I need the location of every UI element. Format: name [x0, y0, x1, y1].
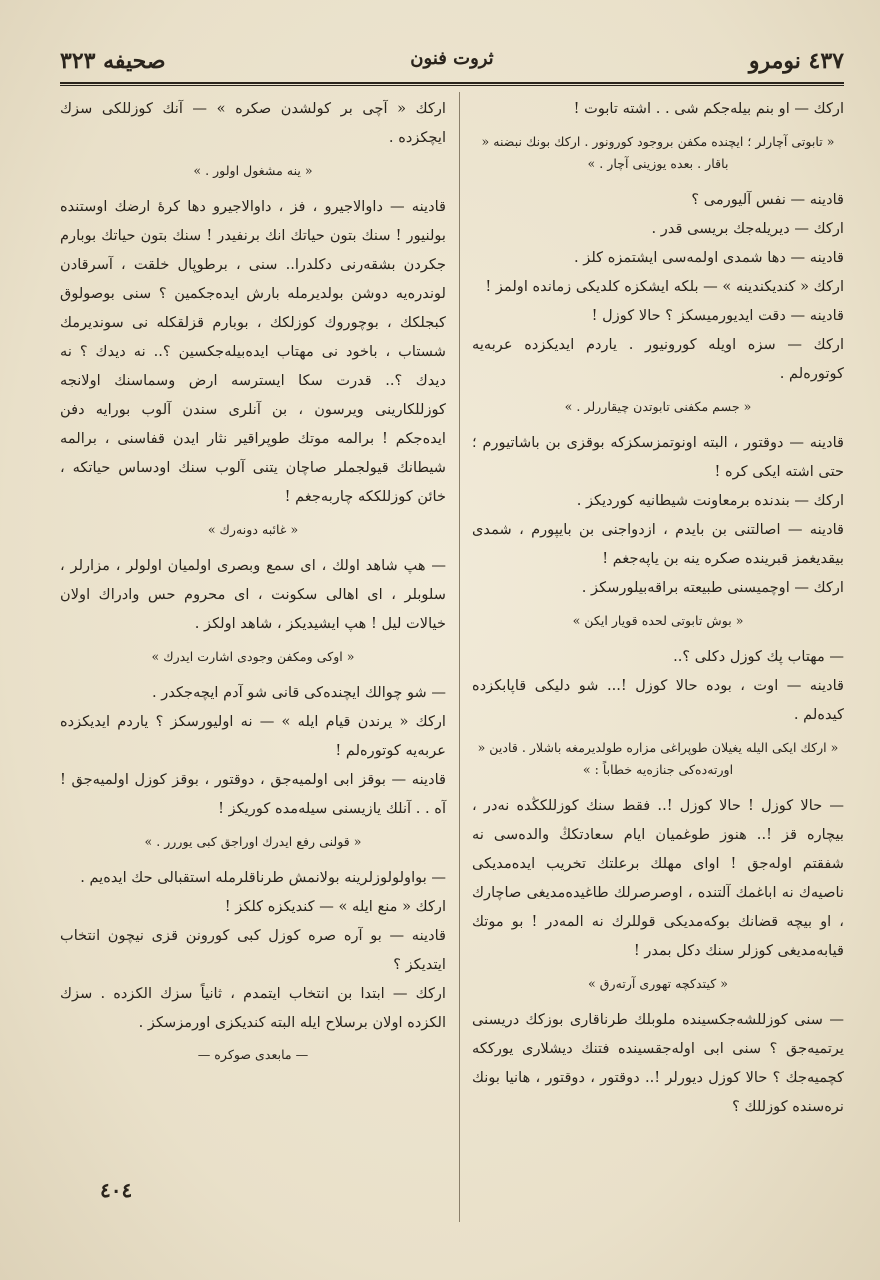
- dialogue-line: ارکك — اوچمیسنی طبیعته براقەبیلورسکز .: [581, 579, 844, 596]
- dialogue-line: — هپ شاهد اولك ، ای سمع وبصری اولمیان اولولر ، مزارلر ، سلوبلر ، ای اهالی سکونت ، ای محروم حس وادراك اولان خیالات لیل ! هپ ایشیدیکز ، شاهد اولکز .: [60, 557, 446, 632]
- dialogue-line: قادینه — نفس آلیورمی ؟: [691, 191, 844, 208]
- dialogue-line: ارکك « منع ایله » — کندیکزه کلکز !: [224, 898, 446, 915]
- dialogue-line: ارکك « آچی بر کولشدن صکره » — آنك کوزللکی سزك ایچکزده .: [60, 100, 446, 146]
- dialogue-line: ارکك — ابتدا بن انتخاب ایتمدم ، ثانیاً سزك الکزده . سزك الکزده اولان برسلاح ایله البته کندیکزی اورمزسکز .: [60, 985, 446, 1031]
- left-column: [60, 94, 446, 1080]
- stage-direction: « جسم مکفنی تابوتدن چیقاررلر . »: [564, 399, 752, 414]
- dialogue-line: قادینه — اوت ، بوده حالا کوزل !... شو دلیکی قاپابکزده کیدەلم .: [472, 677, 844, 723]
- right-column: [472, 94, 844, 1121]
- journal-title: ثروت فنون: [410, 48, 494, 69]
- dialogue-line: — حالا کوزل ! حالا کوزل !.. فقط سنك کوزللکڭده نه‌در ، بیچاره قز !.. هنوز طوغمیان ایام سعادتکڭ والدەسی نه شفقتم اولەجق ! اوای مهلك برعلتك تخریب ایده‌مدیکی ناصیه‌ك نه اباغمك آلتنده ، اوصرصرلك طاغیده‌مدیغی صاچارك ، او بیچه قضانك بوکه‌مدیکی قوللرك نه المەدر ! بو موتك قیابەمدیغی کوزلر سنك دکل بمدر !: [472, 797, 844, 959]
- dialogue-line: ارکك — دیریلەجك بریسی قدر .: [651, 220, 844, 237]
- dialogue-line: قادینه — دقت ایدیورمیسکز ؟ حالا کوزل !: [591, 307, 844, 324]
- header-rule: [60, 82, 844, 84]
- continued-note: — مابعدی صوکره —: [197, 1047, 309, 1062]
- dialogue-line: ارکك — بندنده برمعاونت شیطانیه کوردیکز .: [576, 492, 844, 509]
- stage-direction: « اوکی ومکفن وجودی اشارت ایدرك »: [151, 649, 355, 664]
- dialogue-line: ارکك — سزه اویله کورونیور . یاردم ایدیکزده عربەیه کوتورەلم .: [472, 336, 844, 382]
- stage-direction: « ینه مشغول اولور . »: [193, 163, 313, 178]
- stage-direction: « ارکك ایکی الیله یغیلان طوپراغی مزاره طولدیرمغه باشلار . قادین « اورته‌ده‌کی جنازه‌یه خطاباً : »: [477, 740, 839, 777]
- dialogue-line: — مهتاب پك کوزل دکلی ؟..: [673, 648, 844, 665]
- dialogue-line: قادینه — بوقز ابی اولمیەجق ، دوقتور ، بوقز کوزل اولمیەجق ! آه . . آنلك یازیسنی سیلەمده کوریکز !: [60, 771, 446, 817]
- header-rule-thin: [60, 85, 844, 86]
- dialogue-line: قادینه — داوالاجیرو ، فز ، داوالاجیرو دها کرهٔ ارضك اوستنده بولنیور ! سنك بتون حیاتك انك برنفیدر ! سنك بتون حیاتك بوبارم جکردن بشقه‌رنی دکلدرا.. سنی ، برطوپال خلقت ، آسرقادن لوندره‌یه دوشن بولدیرمله بارش ایده‌جکمین ؟ سنی بوصولوق کبجلکك ، بوچوروك کوزلکك ، بوبارم قزلقکله نی سوندیرمك شستاب ، باخود نی مهتاب ایده‌بیله‌جکسین ؟.. نه دیدك ؟ نه دیدك ؟.. قدرت سکا ایسترسه ارض وسماسنك اولانجه کوزللکارینی ویرسون ، بن آنلری سندن آلوب بورایه دفن ایده‌جکم ! برالمه موتك طوپراقیر نثار ایدن قفاسنی ، برالمه شیطانك قیولجملر صاچان یتنی آلوب سنك اودساس حیاتکه ، خائن کوزللککه چاربەجغم !: [60, 198, 446, 505]
- page-label: صحیفه ٣٢٣: [60, 48, 166, 74]
- stage-direction: « بوش تابوتی لحده قویار ایکن »: [572, 613, 744, 628]
- column-divider: [459, 92, 460, 1222]
- dialogue-line: قادینه — دوقتور ، البته اونوتمزسکزکه بوقزی بن باشاتیورم ؛ حتی اشته ایکی کره !: [472, 434, 844, 480]
- dialogue-line: ارکك « کندیکندینه » — بلکه ایشکزه کلدیکی زمانده اولمز !: [485, 278, 844, 295]
- stage-direction: « قولنی رفع ایدرك اوراجق کبی یوررر . »: [144, 834, 362, 849]
- issue-number: ٤٣٧ نومرو: [748, 48, 844, 74]
- folio-number: ٤٠٤: [100, 1178, 133, 1202]
- page-header: [60, 44, 844, 84]
- dialogue-line: ارکك « یرندن قیام ایله » — نه اولیورسکز ؟ یاردم ایدیکزده عربەیه کوتورەلم !: [60, 713, 446, 759]
- dialogue-line: — بواولولوزلرینه بولانمش طرناقلرمله استقبالی حك ایدەیم .: [80, 869, 446, 886]
- dialogue-line: — سنی کوزللشه‌جکسینده ملوبلك طرناقاری بوزکك دریسنی یرتمیه‌جق ؟ سنی ابی اوله‌جقسینده فتنك دیشلاری یورککه کچمیه‌جك ؟ حالا کوزل دیورلر !.. دوقتور ، دوقتور ، هانیا بونك نرەسنده کوزللك ؟: [472, 1011, 844, 1115]
- stage-direction: « غائبه دونەرك »: [207, 522, 299, 537]
- dialogue-line: قادینه — بو آره صره کوزل کبی کورونن قزی نیچون انتخاب ایتدیکز ؟: [60, 927, 446, 973]
- dialogue-line: قادینه — اصالتنی بن بایدم ، ازدواجنی بن بایپورم ، شمدی بیقدیغمز قبرینده صکره ینه بن یاپەجغم !: [472, 521, 844, 567]
- stage-direction: « تابوتی آچارلر ؛ ایچنده مکفن بروجود کورونور . ارکك بونك نبضنه « باقار . بعده یوزینی آچار . »: [481, 134, 835, 171]
- dialogue-line: ارکك — او بنم بیلەجکم شی . . اشته تابوت !: [573, 100, 844, 117]
- dialogue-line: قادینه — دها شمدی اولمەسی ایشتمزه کلز .: [573, 249, 844, 266]
- dialogue-line: — شو چوالك ایچنده‌کی قانی شو آدم ایچه‌جکدر .: [152, 684, 446, 701]
- stage-direction: « کیتدکچه تهوری آرتەرق »: [588, 976, 728, 991]
